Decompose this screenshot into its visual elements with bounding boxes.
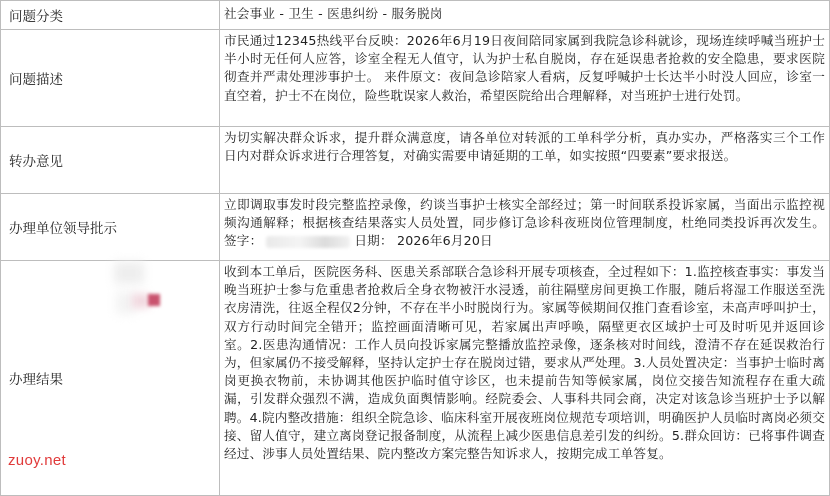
category-label: 问题分类 (1, 1, 220, 30)
description-value: 市民通过12345热线平台反映：2026年6月19日夜间陪同家属到我院急诊科就诊，现场连续呼喊当班护士半小时无任何人应答，诊室全程无人值守，认为护士私自脱岗，存在延误患者抢救的安全隐患，要求医院彻查并严肃处理涉事护士。 来件原文：夜间急诊陪家人看病，反复呼喊护士长达半小时没人回应，诊室一直空着，护士不在岗位，险些耽误家人救治，希望医院给出合理解释，对当班护士进行处罚。 (220, 30, 830, 127)
leader-cell (220, 194, 830, 261)
category-value: 社会事业 - 卫生 - 医患纠纷 - 服务脱岗 (220, 1, 830, 30)
result-value: 收到本工单后，医院医务科、医患关系部联合急诊科开展专项核查，全过程如下：1.监控核查事实：事发当晚当班护士参与危重患者抢救后全身衣物被汗水浸透，前往隔壁房间更换工作服，随后将湿工作服送至洗衣房清洗，往返全程仅2分钟，不存在半小时脱岗行为。家属等候期间仅推门查看诊室，未高声呼叫护士，双方行动时间完全错开；监控画面清晰可见，若家属出声呼唤，隔壁更衣区域护士可及时听见并返回诊室。2.医患沟通情况：工作人员向投诉家属完整播放监控录像，逐条核对时间线，澄清不存在延误救治行为，但家属仍不接受解释，坚持认定护士存在脱岗过错，要求从严处理。3.人员处置决定：当事护士临时离岗更换衣物前，未协调其他医护临时值守诊区，也未提前告知等候家属，岗位交接告知流程存在重大疏漏，引发群众强烈不满，造成负面舆情影响。经院委会、人事科共同会商，决定对该急诊当班护士予以解聘。4.院内整改措施：组织全院急诊、临床科室开展夜班岗位规范专项培训，明确医护人员临时离岗必须交接、留人值守，建立离岗登记报备制度，从流程上减少医患信息差引发的纠纷。5.群众回访：已将事件调查经过、涉事人员处置结果、院内整改方案完整告知诉求人，按期完成工单答复。 (220, 261, 830, 496)
leader-value: 立即调取事发时段完整监控录像，约谈当事护士核实全部经过；第一时间联系投诉家属，当面出示监控视频沟通解释；根据核查结果落实人员处置，同步修订急诊科夜班岗位管理制度，杜绝同类投诉再次发生。 签字： (224, 197, 825, 249)
row-category (1, 1, 830, 30)
leader-label: 办理单位领导批示 (1, 194, 220, 261)
leader-date: 日期： 2026年6月20日 (354, 233, 493, 249)
description-label: 问题描述 (1, 30, 220, 127)
site-watermark: zuoy.net (8, 452, 66, 469)
opinion-value: 为切实解决群众诉求，提升群众满意度，请各单位对转派的工单科学分析，真办实办，严格落实三个工作日内对群众诉求进行合理答复，对确实需要申请延期的工单，如实按照“四要素”要求报送。 (220, 127, 830, 194)
opinion-label: 转办意见 (1, 127, 220, 194)
blurred-redaction-mark (110, 262, 170, 322)
row-leader-instruction (1, 194, 830, 261)
blurred-signature (266, 236, 350, 248)
row-description (1, 30, 830, 127)
row-transfer-opinion (1, 127, 830, 194)
result-label: 办理结果 (1, 261, 220, 496)
